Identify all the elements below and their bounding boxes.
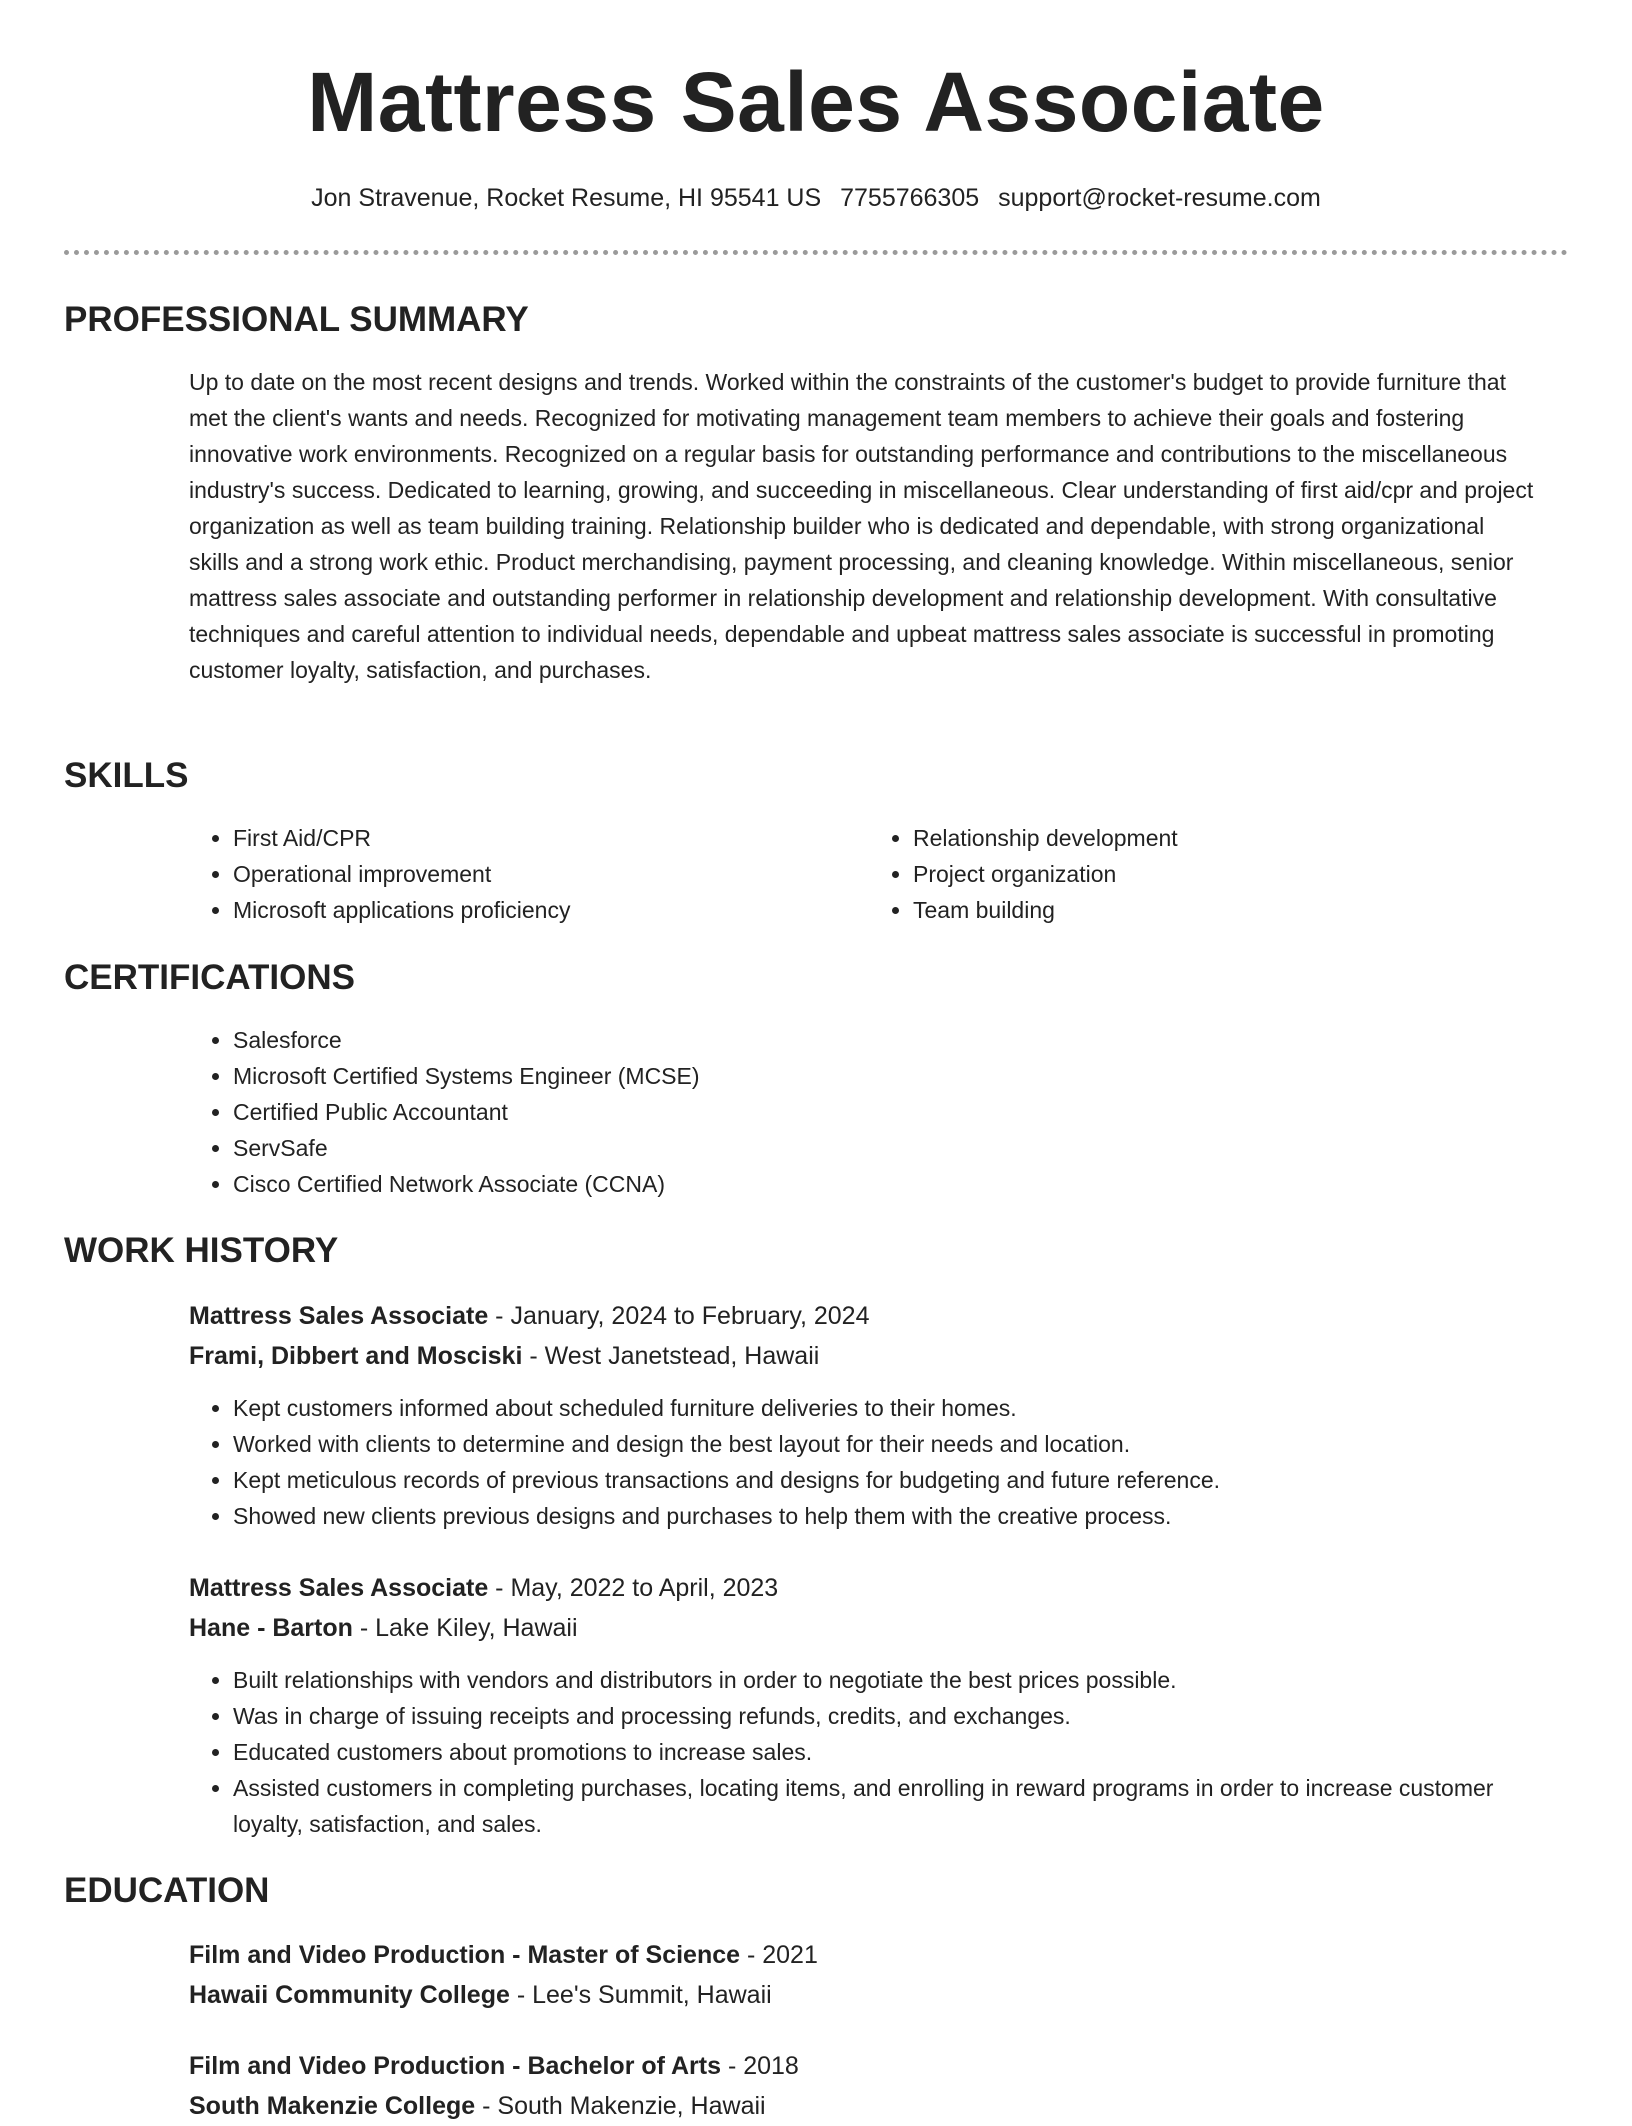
job-company: Frami, Dibbert and Mosciski	[189, 1342, 523, 1370]
skill-item: • Operational improvement	[233, 856, 809, 892]
contact-line	[0, 180, 1632, 216]
contact-phone: 7755766305	[840, 184, 980, 212]
degree: Film and Video Production - Bachelor of Arts	[189, 2052, 721, 2080]
education-entry-1	[189, 1935, 1539, 2015]
duty-item: • Kept meticulous records of previous transactions and designs for budgeting and future reference.	[233, 1462, 1539, 1498]
skill-item: • Microsoft applications proficiency	[233, 892, 809, 928]
school: Hawaii Community College	[189, 1981, 510, 2009]
school-location: - Lee's Summit, Hawaii	[509, 1981, 772, 2009]
job-title-line	[189, 1568, 1539, 1608]
skill-item: • First Aid/CPR	[233, 820, 809, 856]
work-history-heading: WORK HISTORY	[64, 1231, 339, 1270]
school-location: - South Makenzie, Hawaii	[475, 2092, 766, 2120]
contact-address: Jon Stravenue, Rocket Resume, HI 95541 US	[311, 184, 822, 212]
school: South Makenzie College	[189, 2092, 476, 2120]
job-entry-1	[189, 1296, 1539, 1376]
certification-item: • Salesforce	[233, 1022, 1539, 1058]
header-divider	[64, 250, 1568, 255]
degree: Film and Video Production - Master of Science	[189, 1941, 741, 1969]
education-entry-2	[189, 2046, 1539, 2126]
job-location: - Lake Kiley, Hawaii	[352, 1614, 578, 1642]
job-company: Hane - Barton	[189, 1614, 353, 1642]
job-entry-2	[189, 1568, 1539, 1648]
degree-line	[189, 1935, 1539, 1975]
certification-item: • Microsoft Certified Systems Engineer (MCSE)	[233, 1058, 1539, 1094]
duty-item: • Built relationships with vendors and distributors in order to negotiate the best prices possible.	[233, 1662, 1539, 1698]
duty-item: • Showed new clients previous designs and purchases to help them with the creative process.	[233, 1498, 1539, 1534]
job-1-duties	[189, 1390, 1539, 1534]
skills-column-left	[189, 820, 809, 928]
certification-item: • ServSafe	[233, 1130, 1539, 1166]
school-line	[189, 2086, 1539, 2126]
degree-year: - 2018	[721, 2052, 799, 2080]
job-company-line	[189, 1608, 1539, 1648]
job-dates: - May, 2022 to April, 2023	[488, 1574, 779, 1602]
summary-heading: PROFESSIONAL SUMMARY	[64, 300, 529, 339]
job-location: - West Janetstead, Hawaii	[522, 1342, 820, 1370]
duty-item: • Worked with clients to determine and design the best layout for their needs and location.	[233, 1426, 1539, 1462]
education-heading: EDUCATION	[64, 1871, 270, 1910]
duty-item: • Educated customers about promotions to increase sales.	[233, 1734, 1539, 1770]
summary-text: Up to date on the most recent designs and trends. Worked within the constraints of the customer's budget to provide furniture that met the client's wants and needs. Recognized for motivating management team members to achieve their goals and fostering innovative work environments. Recognized on a regular basis for outstanding performance and contributions to the miscellaneous industry's success. Dedicated to learning, growing, and succeeding in miscellaneous. Clear understanding of first aid/cpr and project organization as well as team building training. Relationship builder who is dedicated and dependable, with strong organizational skills and a strong work ethic. Product merchandising, payment processing, and cleaning knowledge. Within miscellaneous, senior mattress sales associate and outstanding performer in relationship development and relationship development. With consultative techniques and careful attention to individual needs, dependable and upbeat mattress sales associate is successful in promoting customer loyalty, satisfaction, and purchases.	[189, 369, 1534, 683]
certification-item: • Cisco Certified Network Associate (CCNA)	[233, 1166, 1539, 1202]
school-line	[189, 1975, 1539, 2015]
certification-item: • Certified Public Accountant	[233, 1094, 1539, 1130]
skill-item: • Team building	[913, 892, 1489, 928]
skills-heading: SKILLS	[64, 756, 189, 795]
skills-column-right	[869, 820, 1489, 928]
job-title-line	[189, 1296, 1539, 1336]
job-2-duties	[189, 1662, 1539, 1842]
skill-item: • Relationship development	[913, 820, 1489, 856]
duty-item: • Assisted customers in completing purchases, locating items, and enrolling in reward programs in order to increase customer loyalty, satisfaction, and sales.	[233, 1770, 1539, 1842]
duty-item: • Kept customers informed about scheduled furniture deliveries to their homes.	[233, 1390, 1539, 1426]
duty-item: • Was in charge of issuing receipts and processing refunds, credits, and exchanges.	[233, 1698, 1539, 1734]
certifications-heading: CERTIFICATIONS	[64, 958, 356, 997]
resume-title: Mattress Sales Associate	[307, 55, 1325, 149]
job-title: Mattress Sales Associate	[189, 1302, 489, 1330]
degree-line	[189, 2046, 1539, 2086]
certifications-list	[189, 1022, 1539, 1202]
contact-email: support@rocket-resume.com	[998, 184, 1321, 212]
job-dates: - January, 2024 to February, 2024	[488, 1302, 870, 1330]
skill-item: • Project organization	[913, 856, 1489, 892]
job-title: Mattress Sales Associate	[189, 1574, 489, 1602]
job-company-line	[189, 1336, 1539, 1376]
degree-year: - 2021	[740, 1941, 818, 1969]
